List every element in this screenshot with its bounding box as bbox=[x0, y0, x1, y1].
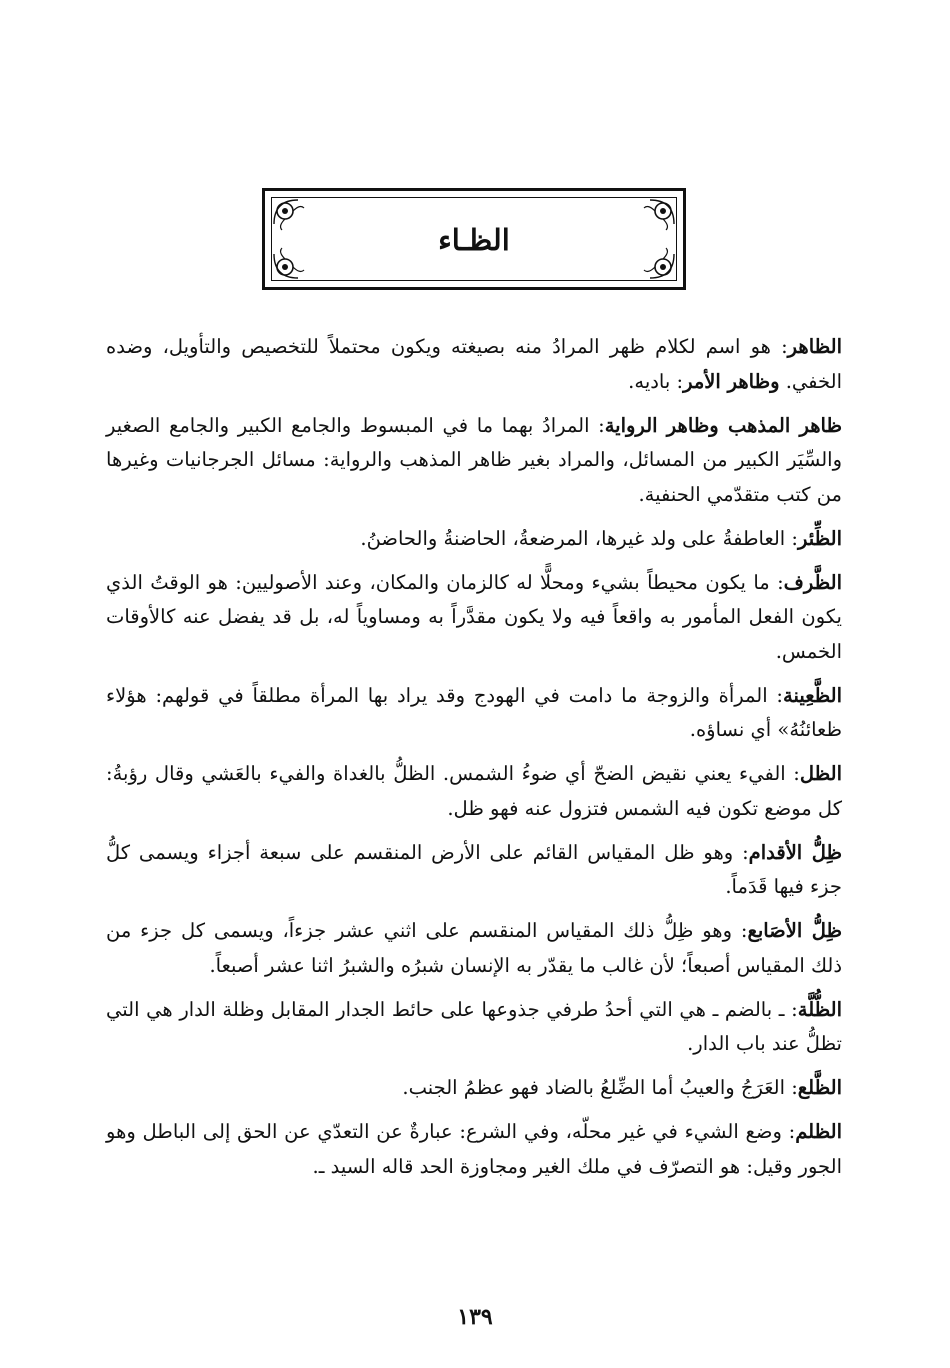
entry-term: الظَّرف bbox=[783, 570, 842, 594]
entry-term: ظاهر المذهب وظاهر الرواية bbox=[604, 413, 842, 437]
entry-definition: : وضع الشيء في غير محلّه، وفي الشرع: عبارةٌ عن التعدّي عن الحق إلى الباطل وهو الجور وقيل: هو التصرّف في ملك الغير ومجاوزة الحد قاله السيد ـ. bbox=[106, 1120, 842, 1178]
entry bbox=[106, 330, 842, 399]
entry bbox=[106, 566, 842, 670]
entry-definition: : المرأة والزوجة ما دامت في الهودج وقد يراد بها المرأة مطلقاً في قولهم: هؤلاء ظعائنُهُ» أي نساؤه. bbox=[106, 683, 842, 741]
chapter-title: الظـاء bbox=[438, 223, 510, 257]
entry-term: الظل bbox=[799, 762, 842, 785]
entry-term: وظاهر الأمر bbox=[683, 369, 780, 393]
entry-definition: : الفيء يعني نقيض الضحّ أي ضوءُ الشمس. الظلُّ بالغداة والفيء بالعَشي وقال رؤبةُ: كل موضع تكون فيه الشمس فتزول عنه فهو ظل. bbox=[106, 762, 842, 820]
entries-body bbox=[106, 330, 842, 1194]
page-number: ١٣٩ bbox=[457, 1304, 493, 1330]
entry bbox=[106, 914, 842, 983]
entry-term: ظِلُّ الأقدام bbox=[748, 840, 842, 864]
entry bbox=[106, 679, 842, 748]
entry-definition: : العَرَجُ والعيبُ أما الضِّلعُ بالضاد فهو عظمُ الجنب. bbox=[402, 1076, 798, 1099]
entry-term: الظُّلَّة bbox=[797, 997, 842, 1021]
entry-term: ظِلُّ الأصَابع bbox=[747, 919, 843, 942]
entry bbox=[106, 522, 842, 557]
entry-definition: : المرادُ بهما ما في المبسوط والجامع الكبير والجامع الصغير والسِّيَر الكبير من المسائل، والمراد بغير ظاهر المذهب والرواية: مسائل الجرجانيات وغيرها من كتب متقدّمي الحنفية. bbox=[106, 413, 842, 506]
entry-term: الظَّلع bbox=[797, 1076, 842, 1099]
entry bbox=[106, 1115, 842, 1184]
entry bbox=[106, 836, 842, 905]
entry bbox=[106, 409, 842, 513]
entry bbox=[106, 1071, 842, 1106]
entry-definition: : وهو ظِلُّ ذلك المقياس المنقسم على اثني عشر جزءاً، ويسمى كل جزء من ذلك المقياس أصبعاً؛ لأن غالب ما يقدّر به الإنسان شبرُه والشبرُ اثنا عشر أصبعاً. bbox=[106, 919, 842, 977]
entry-definition: : العاطفةُ على ولد غيرها، المرضعةُ، الحاضنةُ والحاضنُ. bbox=[360, 526, 798, 550]
chapter-header-frame bbox=[262, 188, 686, 290]
entry-definition: : ما يكون محيطاً بشيء ومحلًّا له كالزمان والمكان، وعند الأصوليين: هو الوقتُ الذي يكون الفعل المأمور به واقعاً فيه ولا يكون مقدَّراً به ومساوياً له، بل قد يفضل عنه كالأوقات الخمس. bbox=[106, 570, 842, 663]
entry-term: الظَّعِينة bbox=[783, 683, 842, 707]
entry-term: الظلم bbox=[795, 1120, 842, 1143]
entry-definition: : وهو ظل المقياس القائم على الأرض المنقسم على سبعة أجزاء ويسمى كلُّ جزء فيها قَدَماً. bbox=[106, 840, 842, 898]
entry-definition: : ـ بالضم ـ هي التي أحدُ طرفي جذوعها على حائط الجدار المقابل وظلة الدار هي التي تظلُّ عند باب الدار. bbox=[106, 997, 842, 1055]
entry bbox=[106, 993, 842, 1062]
entry-definition: : باديه. bbox=[628, 369, 684, 393]
entry bbox=[106, 757, 842, 826]
entry-term: الظاهر bbox=[787, 335, 842, 358]
entry-term: الظِّئر bbox=[798, 526, 842, 550]
entry-definition: : هو اسم لكلام ظهر المرادُ منه بصيغته ويكون محتملاً للتخصيص والتأويل، وضده الخفي. bbox=[106, 335, 842, 393]
